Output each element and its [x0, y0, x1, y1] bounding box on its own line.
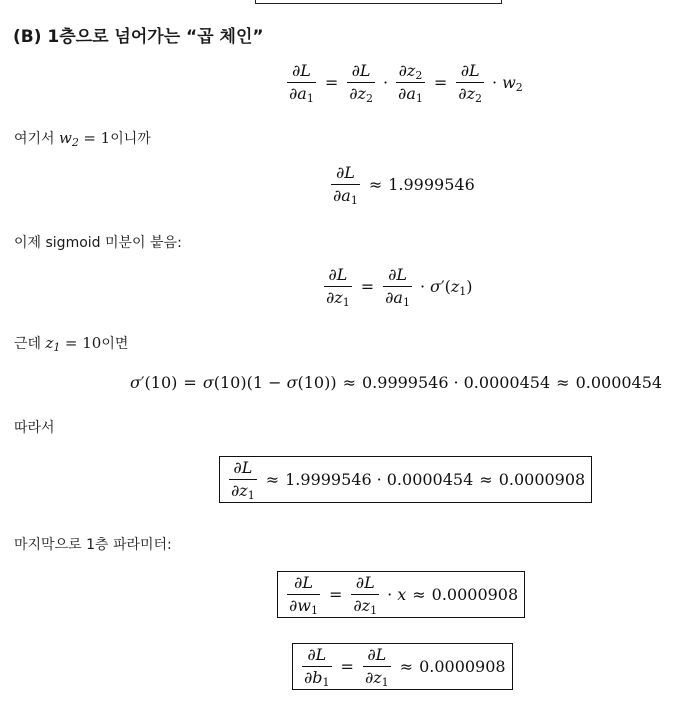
paragraph-w2: 여기서 $w_2 = 1$이니까 — [14, 129, 151, 149]
sigmoid-chain-equation: $\frac{\partial L}{\partial z_1}$ = $\frac{\partial L}{\partial a_1}$ · $\sigma'(z_1)$ — [326, 265, 473, 309]
previous-boxed-equation-edge — [255, 0, 502, 4]
chain-rule-equation: $\frac{\partial L}{\partial a_1}$ = $\frac{\partial L}{\partial z_2}$ · $\frac{\partial z_2}{\partial a_1}$ = $\frac{\partial L}{\partial z_2}$ · $w_2$ — [289, 61, 523, 105]
paragraph-z1: 근데 $z_1 = 10$이면 — [14, 334, 129, 354]
sigma-prime-equation: σ′(10) = σ(10)(1 − σ(10)) ≈ 0.9999546 · 0.0000454 ≈ 0.0000454 — [130, 373, 663, 392]
boxed-grad-w1-equation: $\frac{\partial L}{\partial w_1}$ = $\frac{\partial L}{\partial z_1}$ · x ≈ 0.0000908 — [277, 571, 525, 618]
section-heading: (B) 1층으로 넘어가는 “곱 체인” — [13, 27, 264, 47]
fraction-dz2-da1: $\frac{\partial z_2}{\partial a_1}$ — [398, 61, 423, 105]
grad-a1-equation: $\frac{\partial L}{\partial a_1}$ ≈ 1.9999546 — [333, 163, 475, 207]
paragraph-therefore: 따라서 — [14, 420, 55, 436]
fraction-dL-dz2: $\frac{\partial L}{\partial z_2}$ — [349, 61, 373, 105]
fraction-dL-dz2-b: $\frac{\partial L}{\partial z_2}$ — [458, 61, 482, 105]
boxed-grad-z1-equation: $\frac{\partial L}{\partial z_1}$ ≈ 1.9999546 · 0.0000454 ≈ 0.0000908 — [219, 456, 592, 503]
paragraph-final: 마지막으로 1층 파라미터: — [14, 537, 172, 553]
grad-a1-value: 1.9999546 — [388, 175, 475, 194]
fraction-dL-da1: $\frac{\partial L}{\partial a_1}$ — [289, 61, 314, 105]
paragraph-sigmoid: 이제 sigmoid 미분이 붙음: — [14, 235, 182, 251]
boxed-grad-b1-equation: $\frac{\partial L}{\partial b_1}$ = $\frac{\partial L}{\partial z_1}$ ≈ 0.0000908 — [292, 643, 513, 690]
